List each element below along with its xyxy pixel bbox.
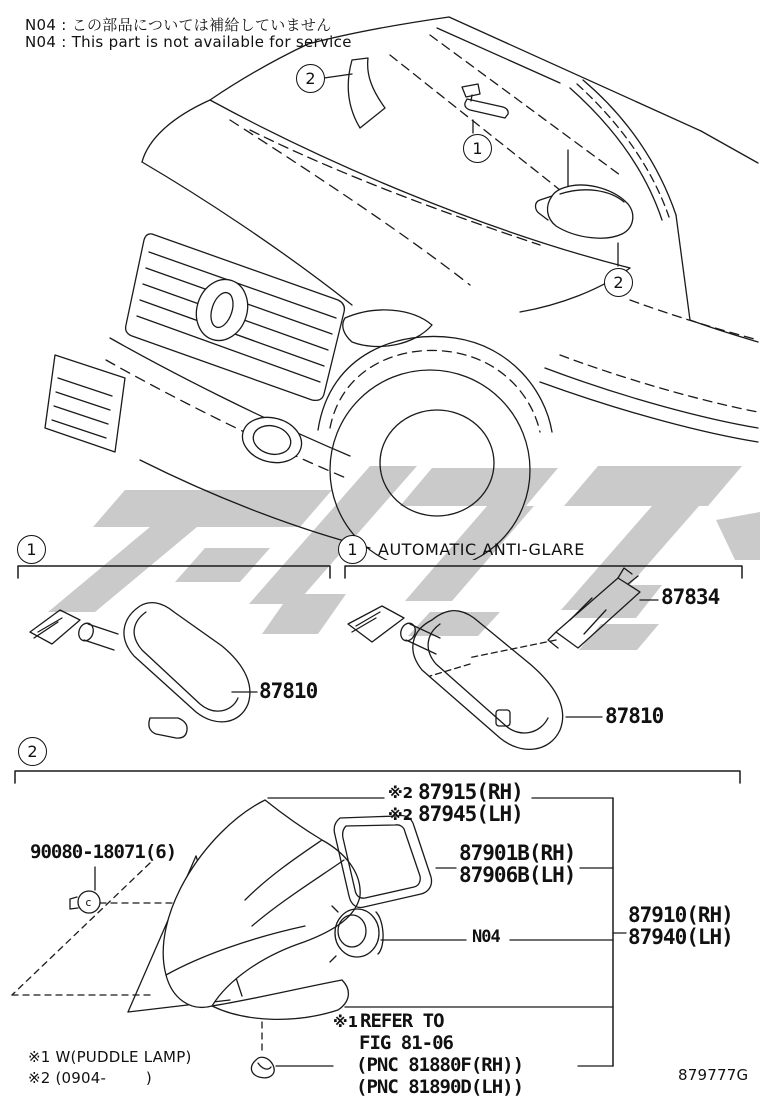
bumper bbox=[45, 338, 370, 548]
mirror-housing bbox=[163, 800, 360, 1019]
part-row-cover-lh[interactable] bbox=[388, 804, 523, 825]
callout-1-section-left[interactable]: 1 bbox=[17, 535, 46, 564]
door-mirror-glyph bbox=[536, 150, 633, 266]
label-n04: N04 bbox=[469, 929, 503, 946]
part-number-87834[interactable]: 87834 bbox=[661, 585, 720, 609]
mirror-sail-patch bbox=[324, 58, 385, 128]
callout-2-section[interactable]: 2 bbox=[18, 737, 47, 766]
mirror-glass bbox=[334, 815, 431, 907]
section2-bracket bbox=[15, 771, 740, 783]
section1-right-title: AUTOMATIC ANTI-GLARE bbox=[378, 540, 585, 559]
footnote-production-date: ※2 (0904- ) bbox=[28, 1069, 152, 1087]
figure-code: 879777G bbox=[678, 1066, 749, 1084]
part-number-87945: 87945(LH) bbox=[418, 802, 523, 826]
interior-mirror-glyph bbox=[462, 84, 508, 133]
reference-fig[interactable]: FIG 81-06 bbox=[359, 1032, 453, 1054]
part-number-87901B[interactable]: 87901B(RH) bbox=[459, 841, 576, 865]
footnote-puddle-lamp: ※1 W(PUDDLE LAMP) bbox=[28, 1048, 192, 1066]
callout-1-inner-mirror[interactable]: 1 bbox=[463, 134, 492, 163]
front-wheel bbox=[318, 336, 552, 560]
callout-2-windshield[interactable]: 2 bbox=[296, 64, 325, 93]
section1-brackets bbox=[18, 566, 742, 578]
part-number-87910[interactable]: 87910(RH) bbox=[628, 903, 733, 927]
callout-1-section-right[interactable]: 1 bbox=[338, 535, 367, 564]
reference-note-line1 bbox=[333, 1012, 444, 1031]
part-number-87810-right[interactable]: 87810 bbox=[605, 704, 664, 728]
part-number-87906B[interactable]: 87906B(LH) bbox=[459, 863, 576, 887]
clip-symbol: c bbox=[85, 896, 92, 909]
note-en: N04 : This part is not available for service bbox=[25, 33, 352, 51]
fog-lamp bbox=[237, 411, 306, 469]
cover-rh-prefix: ※2 bbox=[388, 783, 414, 802]
note-jp: N04 : この部品については補給していません bbox=[25, 16, 332, 34]
emblem bbox=[189, 273, 256, 347]
reference-pnc-rh[interactable]: (PNC 81880F(RH)) bbox=[356, 1054, 524, 1076]
puddle-lamp-glyph bbox=[251, 1057, 274, 1078]
callout-2-door-mirror[interactable]: 2 bbox=[604, 268, 633, 297]
reference-pnc-lh[interactable]: (PNC 81890D(LH)) bbox=[356, 1076, 524, 1098]
part-row-cover-rh[interactable] bbox=[388, 782, 523, 803]
reference-refer-to: REFER TO bbox=[360, 1010, 444, 1032]
part-number-clip[interactable]: 90080-18071(6) bbox=[30, 841, 177, 863]
part-number-87940[interactable]: 87940(LH) bbox=[628, 925, 733, 949]
part-number-87915: 87915(RH) bbox=[418, 780, 523, 804]
grille bbox=[126, 234, 345, 401]
inner-mirror-standard bbox=[30, 603, 257, 738]
reference-prefix: ※1 bbox=[333, 1012, 359, 1031]
headlight bbox=[343, 310, 432, 347]
cover-lh-prefix: ※2 bbox=[388, 805, 414, 824]
part-number-87810-left[interactable]: 87810 bbox=[259, 679, 318, 703]
